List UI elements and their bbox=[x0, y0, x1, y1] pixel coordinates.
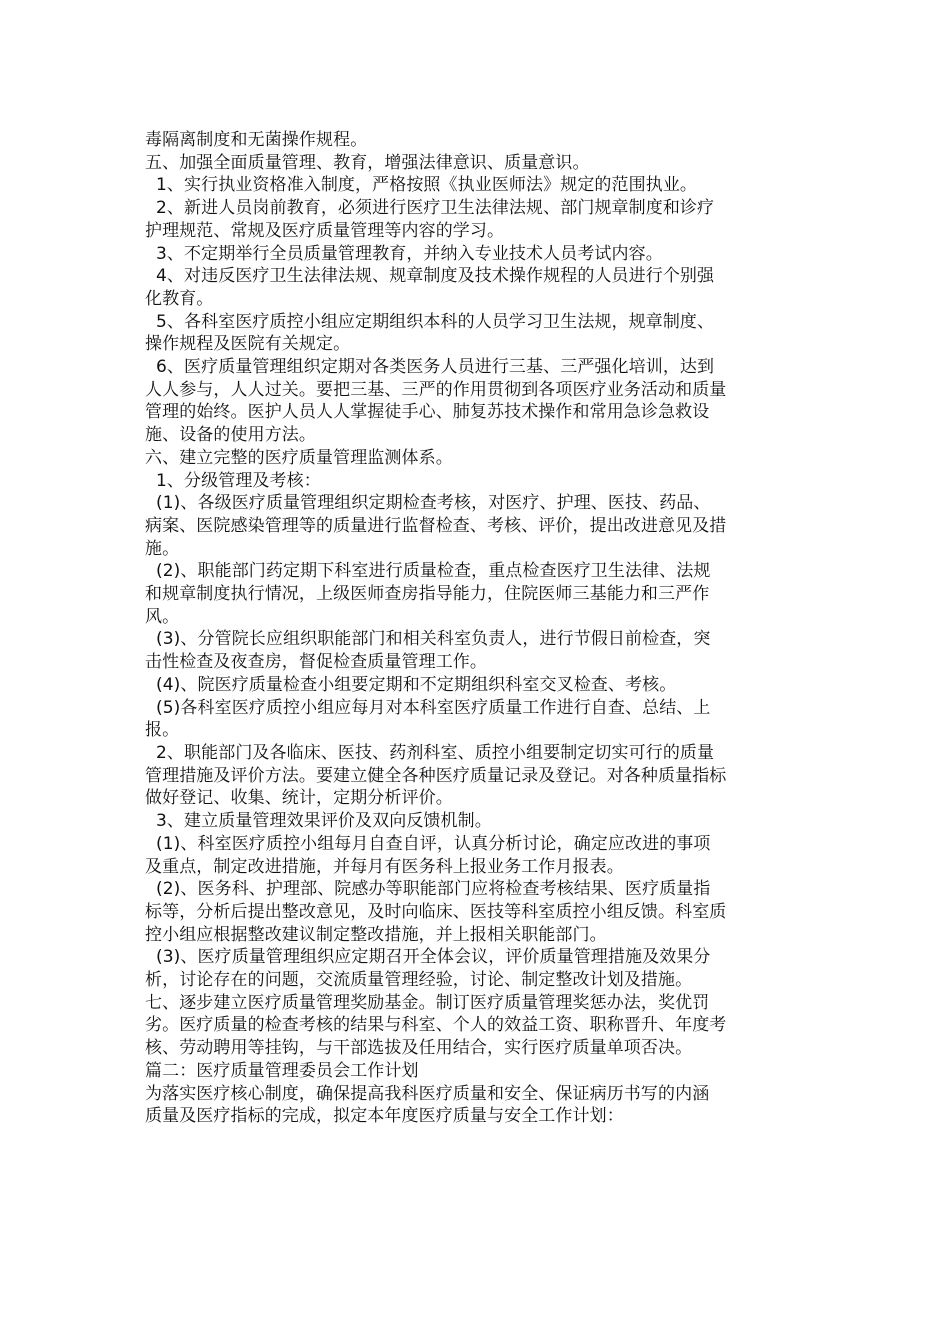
text-line: 人人参与，人人过关。要把三基、三严的作用贯彻到各项医疗业务活动和质量 bbox=[145, 379, 727, 400]
text-line: 析，讨论存在的问题，交流质量管理经验，讨论、制定整改计划及措施。 bbox=[145, 970, 693, 991]
text-line: 报。 bbox=[145, 720, 180, 741]
text-line: 毒隔离制度和无菌操作规程。 bbox=[145, 130, 368, 150]
text-line: 1、分级管理及考核： bbox=[145, 470, 321, 491]
text-line: 病案、医院感染管理等的质量进行监督检查、考核、评价，提出改进意见及措 bbox=[145, 515, 727, 536]
text-line: 击性检查及夜查房，督促检查质量管理工作。 bbox=[145, 652, 487, 673]
text-line: (3)、医疗质量管理组织应定期召开全体会议，评价质量管理措施及效果分 bbox=[145, 947, 711, 968]
text-line: 标等，分析后提出整改意见，及时向临床、医技等科室质控小组反馈。科室质 bbox=[145, 901, 727, 922]
text-line: 核、劳动聘用等挂钩，与干部选拔及任用结合，实行医疗质量单项否决。 bbox=[145, 1038, 693, 1059]
section-heading-5: 五、加强全面质量管理、教育，增强法律意识、质量意识。 bbox=[145, 152, 590, 173]
section-heading-7: 七、逐步建立医疗质量管理奖励基金。制订医疗质量管理奖惩办法，奖优罚 bbox=[145, 992, 710, 1013]
text-line: 及重点，制定改进措施，并每月有医务科上报业务工作月报表。 bbox=[145, 856, 624, 877]
text-line: 2、职能部门及各临床、医技、药剂科室、质控小组要制定切实可行的质量 bbox=[145, 742, 715, 763]
text-line: 管理的始终。医护人员人人掌握徒手心、肺复苏技术操作和常用急诊急救设 bbox=[145, 402, 710, 423]
text-line: 和规章制度执行情况，上级医师查房指导能力，住院医师三基能力和三严作 bbox=[145, 584, 710, 605]
text-line: 3、不定期举行全员质量管理教育，并纳入专业技术人员考试内容。 bbox=[145, 243, 663, 264]
text-line: (3)、分管院长应组织职能部门和相关科室负责人，进行节假日前检查，突 bbox=[145, 629, 711, 650]
text-line: 6、医疗质量管理组织定期对各类医务人员进行三基、三严强化培训，达到 bbox=[145, 357, 715, 378]
chapter-heading: 篇二：医疗质量管理委员会工作计划 bbox=[145, 1060, 419, 1081]
text-line: 1、实行执业资格准入制度，严格按照《执业医师法》规定的范围执业。 bbox=[145, 175, 698, 196]
text-line: 质量及医疗指标的完成，拟定本年度医疗质量与安全工作计划： bbox=[145, 1106, 624, 1127]
text-line: 操作规程及医院有关规定。 bbox=[145, 334, 351, 355]
text-line: (4)、院医疗质量检查小组要定期和不定期组织科室交叉检查、考核。 bbox=[145, 674, 677, 695]
text-line: 控小组应根据整改建议制定整改措施，并上报相关职能部门。 bbox=[145, 924, 607, 945]
text-line: 施、设备的使用方法。 bbox=[145, 425, 316, 446]
text-line: 3、建立质量管理效果评价及双向反馈机制。 bbox=[145, 811, 492, 832]
text-line: (1)、各级医疗质量管理组织定期检查考核，对医疗、护理、医技、药品、 bbox=[145, 493, 711, 514]
text-line: 做好登记、收集、统计，定期分析评价。 bbox=[145, 788, 453, 809]
text-line: (2)、职能部门药定期下科室进行质量检查，重点检查医疗卫生法律、法规 bbox=[145, 561, 711, 582]
text-line: 化教育。 bbox=[145, 288, 214, 309]
text-line: 护理规范、常规及医疗质量管理等内容的学习。 bbox=[145, 220, 505, 241]
document-body bbox=[145, 129, 810, 1128]
text-line: (5)各科室医疗质控小组应每月对本科室医疗质量工作进行自查、总结、上 bbox=[145, 697, 711, 718]
text-line: 劣。医疗质量的检查考核的结果与科室、个人的效益工资、职称晋升、年度考 bbox=[145, 1015, 727, 1036]
text-line: 为落实医疗核心制度，确保提高我科医疗质量和安全、保证病历书写的内涵 bbox=[145, 1083, 710, 1104]
text-line: (1)、科室医疗质控小组每月自查自评，认真分析讨论，确定应改进的事项 bbox=[145, 833, 711, 854]
text-line: 施。 bbox=[145, 538, 180, 559]
section-heading-6: 六、建立完整的医疗质量管理监测体系。 bbox=[145, 447, 453, 468]
text-line: 管理措施及评价方法。要建立健全各种医疗质量记录及登记。对各种质量指标 bbox=[145, 765, 727, 786]
text-line: 4、对违反医疗卫生法律法规、规章制度及技术操作规程的人员进行个别强 bbox=[145, 266, 715, 287]
text-line: 5、各科室医疗质控小组应定期组织本科的人员学习卫生法规，规章制度、 bbox=[145, 311, 715, 332]
text-line: 风。 bbox=[145, 606, 180, 627]
text-line: (2)、医务科、护理部、院感办等职能部门应将检查考核结果、医疗质量指 bbox=[145, 879, 711, 900]
text-line: 2、新进人员岗前教育，必须进行医疗卫生法律法规、部门规章制度和诊疗 bbox=[145, 198, 715, 219]
